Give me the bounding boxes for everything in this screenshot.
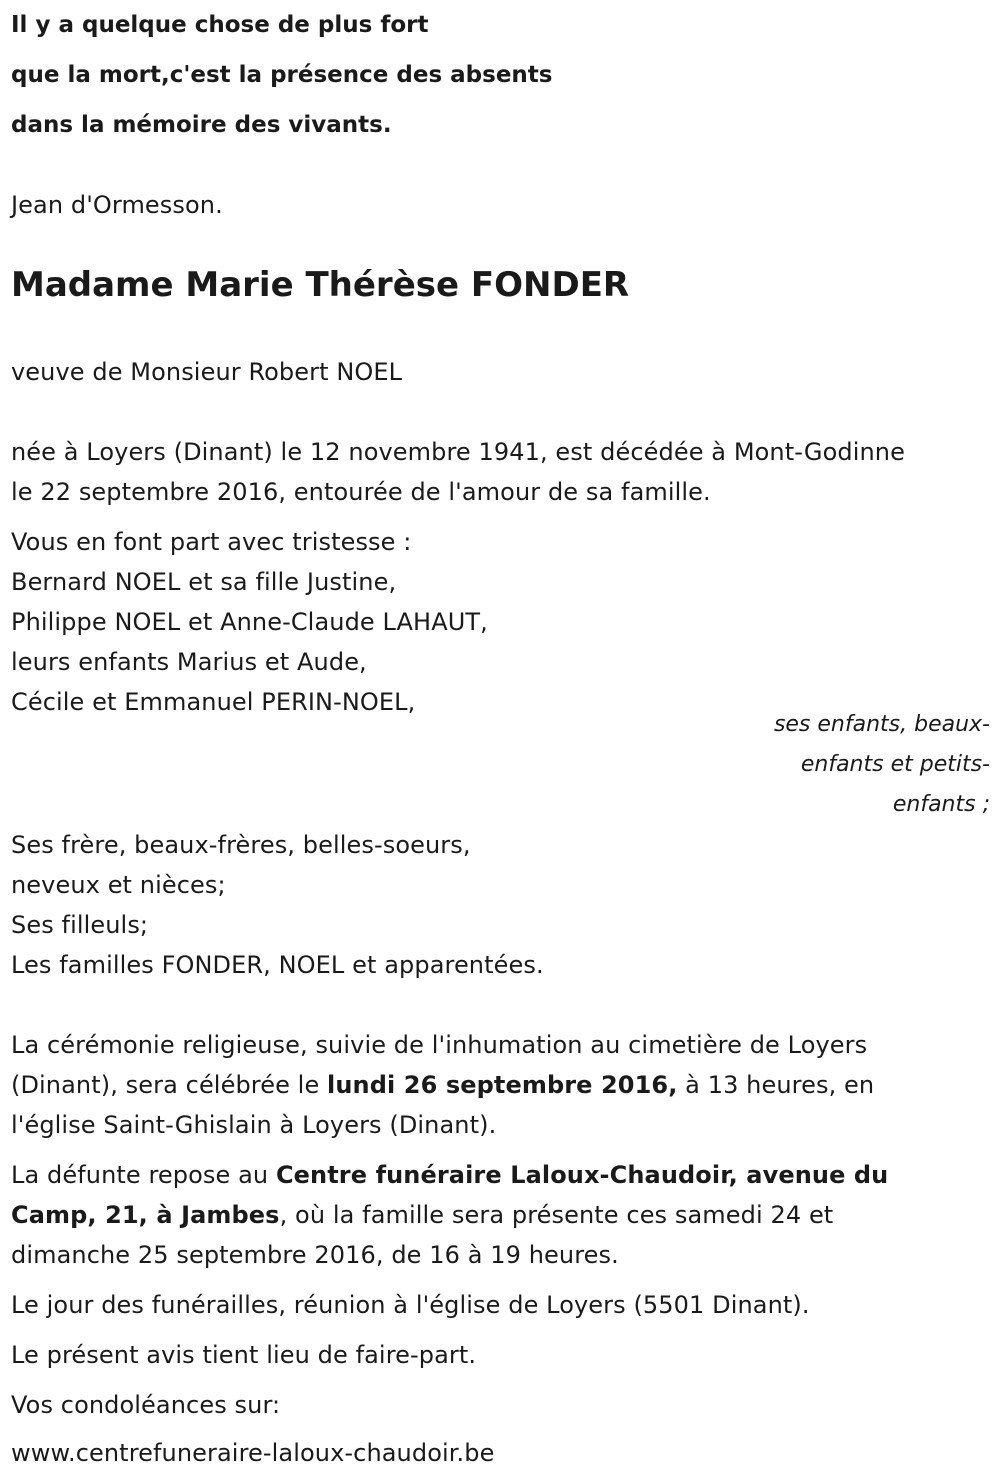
family-member: leurs enfants Marius et Aude,	[11, 648, 367, 676]
meeting-info: Le jour des funérailles, réunion à l'église de Loyers (5501 Dinant).	[11, 1291, 810, 1319]
ceremony-date: lundi 26 septembre 2016,	[327, 1071, 678, 1099]
other-family: Les familles FONDER, NOEL et apparentées.	[11, 951, 544, 979]
other-family: Ses frère, beaux-frères, belles-soeurs,	[11, 831, 471, 859]
family-member: Philippe NOEL et Anne-Claude LAHAUT,	[11, 608, 488, 636]
rest-text: La défunte repose au	[11, 1161, 276, 1189]
rest-line-3: dimanche 25 septembre 2016, de 16 à 19 heures.	[11, 1241, 619, 1269]
other-family: Ses filleuls;	[11, 911, 149, 939]
birth-death-line-1: née à Loyers (Dinant) le 12 novembre 1941, est décédée à Mont-Godinne	[11, 438, 905, 466]
rest-line-2	[11, 1200, 833, 1230]
ceremony-line-3: l'église Saint-Ghislain à Loyers (Dinant).	[11, 1111, 497, 1139]
quote-author: Jean d'Ormesson.	[11, 191, 223, 219]
other-family: neveux et nièces;	[11, 871, 226, 899]
funeral-center: Centre funéraire Laloux-Chaudoir, avenue du	[275, 1161, 889, 1189]
birth-death-line-2: le 22 septembre 2016, entourée de l'amour de sa famille.	[11, 478, 711, 506]
ceremony-line-2	[11, 1070, 874, 1100]
ceremony-line-1: La cérémonie religieuse, suivie de l'inhumation au cimetière de Loyers	[11, 1031, 868, 1059]
condolences-label: Vos condoléances sur:	[11, 1391, 281, 1419]
ceremony-text: (Dinant), sera célébrée le	[11, 1071, 328, 1099]
deceased-name: Madame Marie Thérèse FONDER	[11, 265, 630, 305]
ceremony-text: à 13 heures, en	[677, 1071, 875, 1099]
family-intro: Vous en font part avec tristesse :	[11, 528, 412, 556]
relation-line: ses enfants, beaux-	[773, 712, 990, 737]
family-member: Cécile et Emmanuel PERIN-NOEL,	[11, 688, 416, 716]
quote-line-2: que la mort,c'est la présence des absents	[11, 62, 553, 88]
rest-line-1	[11, 1160, 888, 1190]
widow-of: veuve de Monsieur Robert NOEL	[11, 358, 403, 386]
website-link[interactable]: www.centrefuneraire-laloux-chaudoir.be	[11, 1439, 495, 1467]
family-member: Bernard NOEL et sa fille Justine,	[11, 568, 397, 596]
relation-line: enfants et petits-	[800, 752, 990, 777]
quote-line-3: dans la mémoire des vivants.	[11, 112, 392, 138]
quote-line-1: Il y a quelque chose de plus fort	[11, 12, 429, 38]
relation-line: enfants ;	[892, 792, 990, 817]
notice-text: Le présent avis tient lieu de faire-part.	[11, 1341, 477, 1369]
funeral-address: Camp, 21, à Jambes	[11, 1201, 280, 1229]
rest-text: , où la famille sera présente ces samedi 24 et	[279, 1201, 834, 1229]
